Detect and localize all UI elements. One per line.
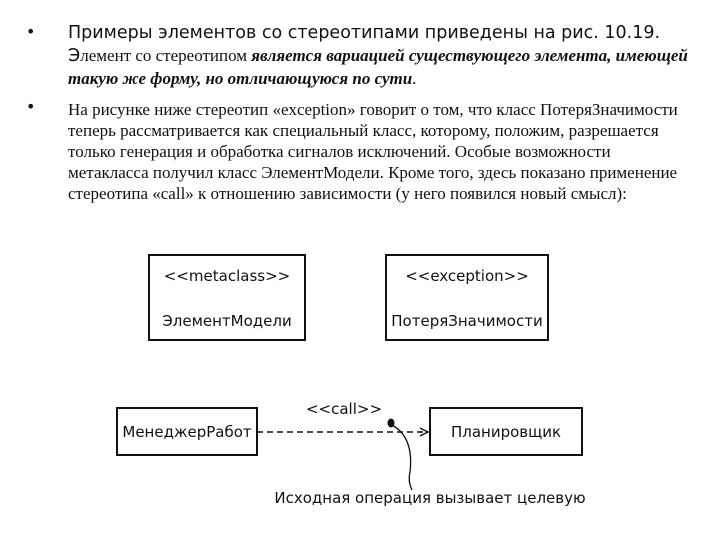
class-loss-of-significance — [386, 255, 548, 340]
bullet-marker: • — [26, 22, 36, 41]
note-anchor-dot — [388, 419, 395, 428]
bullet-marker: • — [26, 97, 36, 116]
bullet-1-plain-text: лемент со стереотипом — [80, 46, 252, 65]
call-stereotype-label: <<call>> — [305, 400, 383, 418]
note-pointer — [388, 419, 413, 491]
class-model-element — [149, 255, 305, 340]
loss-of-significance-name: ПотеряЗначимости — [391, 312, 543, 330]
job-manager-name: МенеджерРабот — [122, 423, 252, 441]
class-job-manager — [117, 408, 257, 455]
scheduler-name: Планировщик — [450, 423, 562, 441]
metaclass-stereotype: <<metaclass>> — [163, 267, 291, 285]
class-scheduler — [430, 408, 582, 455]
bullet-1-italic-text: является вариацией существующего элемента, имеющей такую же форму, но отличающуюся по сути — [68, 46, 688, 88]
bullet-1-end: . — [412, 69, 417, 88]
exception-stereotype: <<exception>> — [405, 267, 529, 285]
bullet-2-text: На рисунке ниже стереотип «exception» говорит о том, что класс ПотеряЗначимости теперь рассматривается как специальный класс, которому, положим, разрешается только генерация и обработка сигналов исключений. Особые возможности метакласса получил класс ЭлементМодели. Кроме того, здесь показано применение стереотипа «call» к отношению зависимости (у него появился новый смысл): — [68, 100, 678, 203]
bullet-1-heading: Примеры элементов со стереотипами приведены на рис. 10.19. — [68, 23, 661, 43]
model-element-name: ЭлементМодели — [162, 312, 292, 330]
call-dependency — [257, 400, 428, 432]
note-text: Исходная операция вызывает целевую — [274, 489, 586, 507]
bullet-1-lead-letter: Э — [68, 46, 81, 66]
